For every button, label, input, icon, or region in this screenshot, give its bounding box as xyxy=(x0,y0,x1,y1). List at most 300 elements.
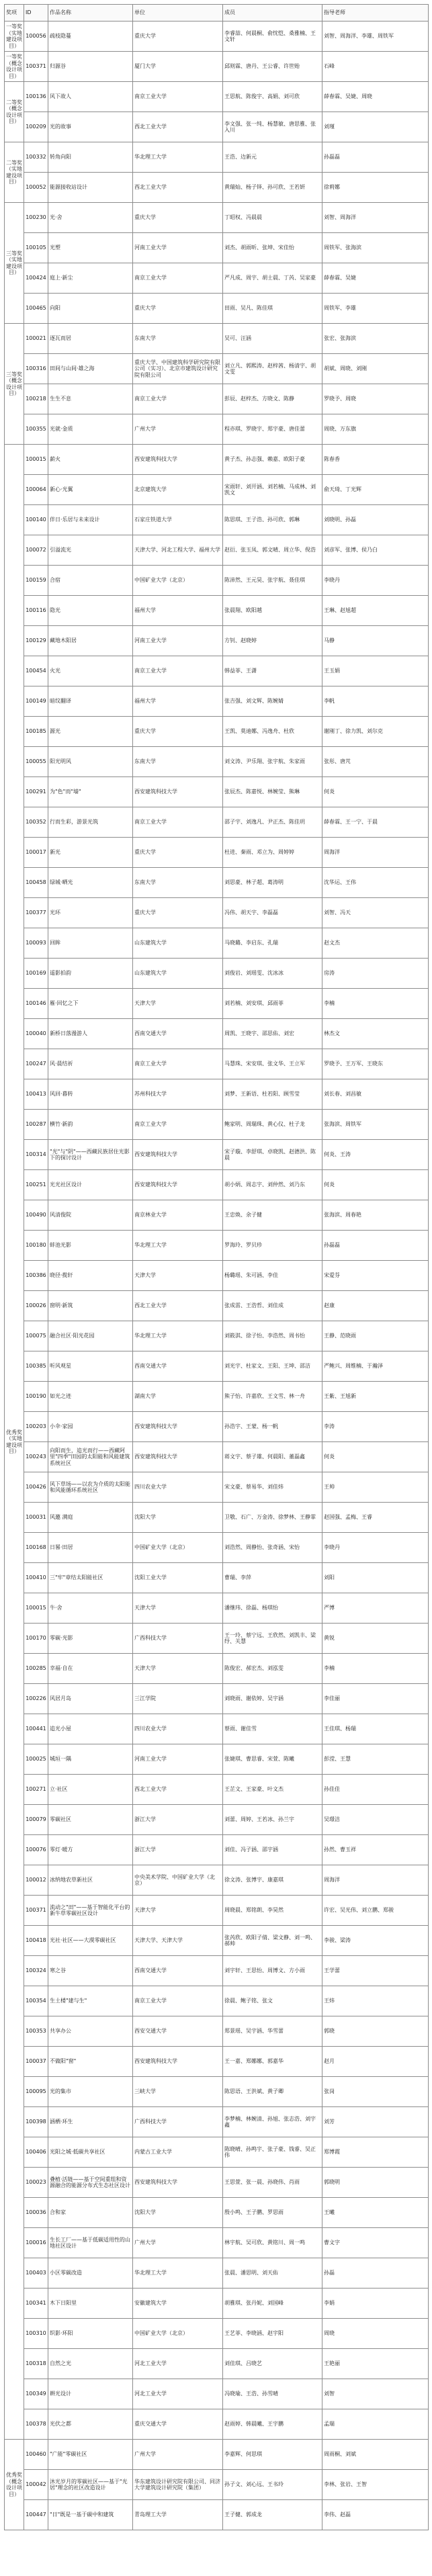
cell-id: 100287 xyxy=(24,1110,48,1140)
cell-id: 100354 xyxy=(24,1986,48,2016)
cell-unit: 中国矿业大学（北京） xyxy=(133,2319,223,2349)
header-members: 成员 xyxy=(223,5,322,21)
cell-advisors: 李晓丹 xyxy=(322,566,429,596)
cell-advisors: 孙然、曹玉祥 xyxy=(322,1835,429,1865)
cell-title: 疏枝隐蔓 xyxy=(48,21,133,52)
table-row xyxy=(5,414,429,445)
cell-title: 风下草场——以农为介质的太阳能和风能循环系统社区 xyxy=(48,1472,133,1503)
cell-members: 刘若楠、刘安琪、邱雨菲 xyxy=(223,989,322,1019)
table-row xyxy=(5,21,429,52)
table-row xyxy=(5,1503,429,1533)
cell-advisors: 严鲍兴、周维楠、于瀚泽 xyxy=(322,1351,429,1382)
cell-title: 小伞·家园 xyxy=(48,1412,133,1442)
cell-id: 100424 xyxy=(24,263,48,294)
cell-unit: 西北工业大学 xyxy=(133,112,223,142)
cell-advisors: 刘智、冯天 xyxy=(322,898,429,928)
cell-members: 周凯、王晓宇、邵思佑、刘宏 xyxy=(223,1019,322,1049)
cell-id: 100230 xyxy=(24,203,48,233)
cell-advisors: 刘芳 xyxy=(322,2107,429,2137)
cell-advisors: 李晓丹 xyxy=(322,1533,429,1563)
cell-title: 沐光岁月的零碳社区——基于"光居"理念的社区改造设计 xyxy=(48,2470,133,2500)
cell-unit: 北京建筑大学 xyxy=(133,475,223,505)
cell-title: 寒之谷 xyxy=(48,1956,133,1986)
cell-members: 张吉强、刘文辉、陈婉婧 xyxy=(223,686,322,717)
cell-unit: 南京工业大学 xyxy=(133,1049,223,1079)
cell-id: 100316 xyxy=(24,354,48,384)
cell-id: 100040 xyxy=(24,1019,48,1049)
header-award: 奖项 xyxy=(5,5,24,21)
cell-id: 100093 xyxy=(24,928,48,959)
cell-id: 100243 xyxy=(24,1442,48,1472)
cell-id: 100352 xyxy=(24,807,48,838)
cell-id: 100017 xyxy=(24,838,48,868)
cell-title: 风居月岛 xyxy=(48,1684,133,1714)
cell-title: "广能"零碳社区 xyxy=(48,2440,133,2470)
table-row xyxy=(5,2047,429,2077)
cell-unit: 中国矿业大学（北京） xyxy=(133,1533,223,1563)
cell-id: 100146 xyxy=(24,989,48,1019)
cell-unit: 山东建筑大学 xyxy=(133,928,223,959)
cell-advisors: 王佳琪、杨瑞 xyxy=(322,1714,429,1744)
cell-unit: 西南交通大学 xyxy=(133,1019,223,1049)
cell-advisors: 王学蕾 xyxy=(322,1956,429,1986)
cell-unit: 南京林业大学 xyxy=(133,1200,223,1231)
table-row xyxy=(5,928,429,959)
cell-unit: 广西科技大学 xyxy=(133,2107,223,2137)
table-row xyxy=(5,1744,429,1775)
cell-advisors: 刘瑾 xyxy=(322,112,429,142)
cell-id: 100079 xyxy=(24,1805,48,1835)
cell-unit: 四川农业大学 xyxy=(133,1472,223,1503)
table-row xyxy=(5,2379,429,2409)
cell-unit: 天津大学 xyxy=(133,1261,223,1291)
cell-id: 100190 xyxy=(24,1382,48,1412)
cell-unit: 西南交通大学 xyxy=(133,1956,223,1986)
cell-title: 遥影拍韵 xyxy=(48,959,133,989)
cell-id: 100072 xyxy=(24,535,48,566)
cell-unit: 三峡大学 xyxy=(133,2077,223,2107)
cell-advisors: 李帆 xyxy=(322,686,429,717)
cell-advisors: 何炎 xyxy=(322,777,429,807)
cell-unit: 西南交通大学 xyxy=(133,1351,223,1382)
cell-unit: 厦门大学 xyxy=(133,52,223,82)
cell-advisors: 林杰文 xyxy=(322,1019,429,1049)
cell-id: 100209 xyxy=(24,112,48,142)
cell-title: 薪火 xyxy=(48,445,133,475)
table-row xyxy=(5,384,429,414)
cell-title: "日"既是一基于碳中和建筑 xyxy=(48,2500,133,2530)
cell-members: 刘蕾、周婷、王若冰、孙兰宇 xyxy=(223,1805,322,1835)
cell-unit: 重庆大学 xyxy=(133,21,223,52)
cell-members: 蔡雨、谢佳雪 xyxy=(223,1714,322,1744)
header-title: 作品名称 xyxy=(48,5,133,21)
cell-id: 100180 xyxy=(24,1231,48,1261)
cell-unit: 重庆交通大学 xyxy=(133,2409,223,2440)
table-row xyxy=(5,656,429,686)
table-row xyxy=(5,898,429,928)
cell-id: 100064 xyxy=(24,475,48,505)
cell-title: 日晷·田居 xyxy=(48,1533,133,1563)
cell-advisors: 刘彦军、张博、侯乃白 xyxy=(322,535,429,566)
cell-members: 胡小炳、周志宇、刘仲然、刘乃东 xyxy=(223,1170,322,1200)
cell-advisors: 刘阳 xyxy=(322,1563,429,1593)
cell-id: 100042 xyxy=(24,2470,48,2500)
cell-title: 光塑 xyxy=(48,233,133,263)
cell-title: 窗明·新筑 xyxy=(48,1291,133,1321)
cell-advisors: 李涛 xyxy=(322,1412,429,1442)
table-row xyxy=(5,112,429,142)
cell-advisors: 王琳、赵旭超 xyxy=(322,596,429,626)
cell-advisors: 刘长春、刘昌敏 xyxy=(322,1079,429,1110)
cell-title: 逐瓦而居 xyxy=(48,324,133,354)
cell-advisors: 周晓、万东旗 xyxy=(322,414,429,445)
cell-id: 100291 xyxy=(24,777,48,807)
cell-title: 共享办公 xyxy=(48,2016,133,2047)
cell-members: 邵子宇、刘逸凡、尹正杰、陈佳玥 xyxy=(223,807,322,838)
header-unit: 单位 xyxy=(133,5,223,21)
cell-id: 100025 xyxy=(24,1744,48,1775)
table-row xyxy=(5,445,429,475)
cell-title: 叠植·活链——基于空间重组和资源融合的能源分布式生态社区设计 xyxy=(48,2168,133,2198)
cell-id: 100021 xyxy=(24,324,48,354)
cell-id: 100185 xyxy=(24,717,48,747)
cell-members: 刘立凡、郭熙涛、赵梓茜、杨清宇、胡文雯 xyxy=(223,354,322,384)
cell-title: 立·社区 xyxy=(48,1775,133,1805)
cell-id: 100385 xyxy=(24,1351,48,1382)
cell-advisors: 吴璟洁 xyxy=(322,1805,429,1835)
cell-advisors: 薛春霖、吴婕 xyxy=(322,263,429,294)
cell-id: 100226 xyxy=(24,1684,48,1714)
table-row xyxy=(5,2470,429,2500)
award-cell: 三等奖（概念设计项目） xyxy=(5,324,24,445)
cell-members: 马晓璐、李启东、孔瑞 xyxy=(223,928,322,959)
cell-title: 伴日·乐居与未来设计 xyxy=(48,505,133,535)
cell-id: 100458 xyxy=(24,868,48,898)
cell-advisors: 孙磊磊 xyxy=(322,142,429,173)
cell-id: 100377 xyxy=(24,898,48,928)
cell-id: 100218 xyxy=(24,384,48,414)
cell-advisors: 胡斌、周晓、刘刚 xyxy=(322,354,429,384)
cell-advisors: 周海洋 xyxy=(322,838,429,868)
cell-id: 100353 xyxy=(24,2016,48,2047)
table-row xyxy=(5,2409,429,2440)
table-row xyxy=(5,2077,429,2107)
award-cell: 三等奖（实地建设项目） xyxy=(5,203,24,324)
cell-id: 100386 xyxy=(24,1261,48,1291)
cell-title: 不做阳"窗" xyxy=(48,2047,133,2077)
table-row xyxy=(5,2228,429,2258)
table-row xyxy=(5,505,429,535)
cell-advisors: 赵国强、孟梅、王睿 xyxy=(322,1503,429,1533)
cell-title: 藏地木阳居 xyxy=(48,626,133,656)
cell-id: 100076 xyxy=(24,1835,48,1865)
cell-advisors: 孙磊 xyxy=(322,2258,429,2289)
cell-id: 100490 xyxy=(24,1200,48,1231)
cell-title: 风回·暮转 xyxy=(48,1079,133,1110)
cell-unit: 安徽建筑大学 xyxy=(133,2289,223,2319)
cell-unit: 天津大学 xyxy=(133,1593,223,1624)
cell-title: 涵栖·环生 xyxy=(48,2107,133,2137)
cell-advisors: 王艳丽 xyxy=(322,2349,429,2379)
cell-advisors: 王炜 xyxy=(322,1986,429,2016)
cell-id: 100426 xyxy=(24,1472,48,1503)
cell-members: 王一嘉、郑娜娜、郭嘉华 xyxy=(223,2047,322,2077)
table-row xyxy=(5,717,429,747)
cell-unit: 南京工业大学 xyxy=(133,384,223,414)
cell-unit: 华北理工大学 xyxy=(133,142,223,173)
table-row xyxy=(5,686,429,717)
cell-members: 李梦楠、林婉清、孙旭、张志浩、刘宇鑫 xyxy=(223,2107,322,2137)
cell-members: 王一玲、蔡宁远、王欣然、刘凯丰、梁纾、关慧 xyxy=(223,1624,322,1654)
cell-id: 100314 xyxy=(24,1140,48,1170)
cell-title: "光"与"阴"——西藏民族居住光影下的探讨设计 xyxy=(48,1140,133,1170)
cell-unit: 西安建筑科技大学 xyxy=(133,1412,223,1442)
cell-advisors: 李林、张岩、王智 xyxy=(322,2470,429,2500)
cell-advisors: 宋爱芬 xyxy=(322,1261,429,1291)
cell-advisors: 王玉娟 xyxy=(322,656,429,686)
cell-advisors: 孟瑞 xyxy=(322,2409,429,2440)
cell-members: 陈思语、王洪斌、黄子卿 xyxy=(223,2077,322,2107)
award-cell: 优秀奖（概念设计项目） xyxy=(5,2440,24,2530)
cell-id: 100149 xyxy=(24,686,48,717)
cell-members: 彭辰、赵梓杰、方晓文、陈静 xyxy=(223,384,322,414)
cell-id: 100140 xyxy=(24,505,48,535)
cell-members: 刘浩然、周静怡、张奇涵、宋怡 xyxy=(223,1533,322,1563)
cell-id: 100406 xyxy=(24,2137,48,2168)
cell-advisors: 周铁军、李雄 xyxy=(322,294,429,324)
cell-advisors: 刘智、周海洋、李雄、周铁军 xyxy=(322,21,429,52)
cell-members: 刘杰、胡雨昕、张坤、宋佳怡 xyxy=(223,233,322,263)
cell-members: 张成雷、王浩哲、刘佳成 xyxy=(223,1291,322,1321)
cell-unit: 天津大学 xyxy=(133,989,223,1019)
cell-id: 100410 xyxy=(24,1563,48,1593)
cell-title: 幸福·自在 xyxy=(48,1654,133,1684)
table-row xyxy=(5,1986,429,2016)
cell-id: 100129 xyxy=(24,626,48,656)
table-row xyxy=(5,2258,429,2289)
cell-title: 流动之"田"——基于智能化平台的新牛草零碳社区设计 xyxy=(48,1896,133,1926)
cell-id: 100056 xyxy=(24,21,48,52)
table-row xyxy=(5,2137,429,2168)
cell-id: 100095 xyxy=(24,2077,48,2107)
table-row xyxy=(5,1261,429,1291)
cell-unit: 重庆大学 xyxy=(133,294,223,324)
cell-title: 新桥日落漫游人 xyxy=(48,1019,133,1049)
cell-members: 卫敬、石广、万金涛、徐梦林、王静霏 xyxy=(223,1503,322,1533)
cell-title: 隐光 xyxy=(48,596,133,626)
cell-unit: 南京工业大学 xyxy=(133,1986,223,2016)
table-row xyxy=(5,1865,429,1896)
cell-advisors: 马静 xyxy=(322,626,429,656)
cell-advisors: 罗晓予、王万军、王晓东 xyxy=(322,1049,429,1079)
cell-unit: 内蒙古工业大学 xyxy=(133,2137,223,2168)
cell-title: 晓径·揽轩 xyxy=(48,1261,133,1291)
cell-members: 赵雨婷、韩晨曦、王宇鹏 xyxy=(223,2409,322,2440)
table-row xyxy=(5,2349,429,2379)
cell-members: 田雨、吴凡、陈佳琪 xyxy=(223,294,322,324)
cell-id: 100012 xyxy=(24,1865,48,1896)
cell-advisors: 李娟 xyxy=(322,2289,429,2319)
cell-unit: 重庆大学 xyxy=(133,898,223,928)
table-row xyxy=(5,52,429,82)
cell-id: 100036 xyxy=(24,2198,48,2228)
cell-title: 牛·舍 xyxy=(48,1593,133,1624)
cell-members: 孙浩宇、王蒙、杨一帆 xyxy=(223,1412,322,1442)
cell-id: 100310 xyxy=(24,2319,48,2349)
cell-members: 王浩、边新元 xyxy=(223,142,322,173)
cell-members: 刘文涛、尹乐翔、张宇航、朱家雨 xyxy=(223,747,322,777)
cell-unit: 天津大学、天津大学 xyxy=(133,1926,223,1956)
cell-unit: 三江学院 xyxy=(133,1684,223,1714)
cell-members: 陈思琪、王子浩、孙可欣、郭琳 xyxy=(223,505,322,535)
cell-members: 王思航、陈俊宇、高娟、刘可欣 xyxy=(223,82,322,112)
cell-id: 100031 xyxy=(24,1503,48,1533)
cell-id: 100460 xyxy=(24,2440,48,2470)
cell-title: 为"色"而"墙" xyxy=(48,777,133,807)
cell-members: 冯晓瑜、王浩、孙雪晴 xyxy=(223,2379,322,2409)
cell-unit: 南京工业大学 xyxy=(133,656,223,686)
cell-unit: 浙江大学 xyxy=(133,1805,223,1835)
table-row xyxy=(5,747,429,777)
cell-members: 张辰杰、陈嘉悦、林婉莹、熊琳 xyxy=(223,777,322,807)
cell-advisors: 沈华运、王伟 xyxy=(322,868,429,898)
cell-id: 100075 xyxy=(24,1321,48,1351)
header-row xyxy=(5,5,429,21)
cell-members: 殷小鸣、王子鹏、罗思雨 xyxy=(223,2198,322,2228)
cell-unit: 西安建筑科技大学 xyxy=(133,2047,223,2077)
cell-unit: 西安建筑科技大学 xyxy=(133,1140,223,1170)
table-row xyxy=(5,1200,429,1231)
cell-advisors: 薛春霖、吴婕、周晓 xyxy=(322,82,429,112)
table-row xyxy=(5,868,429,898)
cell-advisors: 房涛 xyxy=(322,959,429,989)
cell-unit: 河南工业大学 xyxy=(133,233,223,263)
cell-members: 刘筱淇、徐子怡、李浩然、周书怡 xyxy=(223,1321,322,1351)
cell-title: 小区零碳改造 xyxy=(48,2258,133,2289)
cell-id: 100378 xyxy=(24,2409,48,2440)
cell-title: 引溢流光 xyxy=(48,535,133,566)
cell-advisors: 郭晓 xyxy=(322,2016,429,2047)
cell-members: 王凯、莫迪娜、冯逸舟、杜欣 xyxy=(223,717,322,747)
cell-unit: 广西科技大学 xyxy=(133,1624,223,1654)
cell-members: 宋子璇、李舒琪、卓晓凯、赵德洪、陈晨 xyxy=(223,1140,322,1170)
cell-title: 新心·光翼 xyxy=(48,475,133,505)
table-row xyxy=(5,2319,429,2349)
cell-unit: 西安建筑科技大学 xyxy=(133,1442,223,1472)
cell-id: 100413 xyxy=(24,1079,48,1110)
cell-id: 100015 xyxy=(24,445,48,475)
cell-members: 鲍家明、周瑞珠、黄心仪、杜子龙 xyxy=(223,1110,322,1140)
cell-id: 100447 xyxy=(24,2500,48,2530)
table-row xyxy=(5,1079,429,1110)
cell-title: 生长工厂——基于低碳适用性的山地社区设计 xyxy=(48,2228,133,2258)
table-row xyxy=(5,354,429,384)
cell-members: 孙子文、刘心远、王书玲 xyxy=(223,2470,322,2500)
cell-id: 100251 xyxy=(24,1170,48,1200)
cell-unit: 广州大学 xyxy=(133,2440,223,2470)
table-row xyxy=(5,1291,429,1321)
cell-members: 熊子怡、许嘉欣、王文雪、林一舟 xyxy=(223,1382,322,1412)
cell-unit: 浙江大学 xyxy=(133,1835,223,1865)
cell-advisors: 曹文字 xyxy=(322,2228,429,2258)
table-row xyxy=(5,173,429,203)
cell-id: 100403 xyxy=(24,2258,48,2289)
cell-members: 丁昭权、冯晨晨 xyxy=(223,203,322,233)
cell-members: 张婕琪、曹思睿、宋萱、陈曦 xyxy=(223,1744,322,1775)
cell-id: 100332 xyxy=(24,142,48,173)
table-row xyxy=(5,294,429,324)
cell-id: 100116 xyxy=(24,596,48,626)
cell-unit: 福州大学 xyxy=(133,686,223,717)
cell-title: 零碳·光影 xyxy=(48,1624,133,1654)
cell-id: 100271 xyxy=(24,1775,48,1805)
cell-id: 100105 xyxy=(24,233,48,263)
table-row xyxy=(5,1563,429,1593)
cell-members: 陈沛然、王元昊、张宇航、聂佳琪 xyxy=(223,566,322,596)
cell-members: 罗海玲、罗贝珍 xyxy=(223,1231,322,1261)
cell-advisors: 俞天琦、丁光辉 xyxy=(322,475,429,505)
cell-title: 追光小屋 xyxy=(48,1714,133,1744)
table-row xyxy=(5,475,429,505)
cell-members: 郑景瑶、吴宇涵、华雪蕾 xyxy=(223,2016,322,2047)
cell-title: 能源接收站设计 xyxy=(48,173,133,203)
table-row xyxy=(5,324,429,354)
cell-members: 黄子杰、孙志强、赖嘉、欧阳子豪 xyxy=(223,445,322,475)
award-cell: 二等奖（概念设计项目） xyxy=(5,82,24,142)
cell-advisors: 王紫、王旭新 xyxy=(322,1382,429,1412)
cell-advisors: 周晓 xyxy=(322,2319,429,2349)
cell-members: 刘梦、王新语、杜若阳、顾雪莹 xyxy=(223,1079,322,1110)
cell-id: 100285 xyxy=(24,1654,48,1684)
cell-members: 王忠焕、余子健 xyxy=(223,1200,322,1231)
cell-title: 生土楼"建与生" xyxy=(48,1986,133,2016)
cell-advisors: 谢刚丁、徐力凯、刘尔克 xyxy=(322,717,429,747)
cell-advisors: 陈春香 xyxy=(322,445,429,475)
cell-advisors: 李楠 xyxy=(322,989,429,1019)
table-row xyxy=(5,807,429,838)
cell-unit: 福州大学 xyxy=(133,596,223,626)
cell-advisors: 孙磊磊 xyxy=(322,1231,429,1261)
cell-members: 徐晨、鲍子铭、张文 xyxy=(223,1986,322,2016)
cell-members: 张芮欣、欧阳子倩、梁文静、刘一鸣、郝帅 xyxy=(223,1926,322,1956)
cell-unit: 重庆大学 xyxy=(133,717,223,747)
cell-unit: 广州大学 xyxy=(133,2228,223,2258)
cell-unit: 南京工业大学 xyxy=(133,1110,223,1140)
cell-title: 光光社区设计 xyxy=(48,1170,133,1200)
cell-advisors: 张海滨、周春艳 xyxy=(322,1200,429,1231)
table-row xyxy=(5,838,429,868)
cell-title: 三"牢"章结太阳能社区 xyxy=(48,1563,133,1593)
cell-unit: 河北工业大学 xyxy=(133,2349,223,2379)
cell-advisors: 赵文杰 xyxy=(322,928,429,959)
header-advisors: 指导老师 xyxy=(322,5,429,21)
cell-unit: 天津大学、河北工程大学、福州大学 xyxy=(133,535,223,566)
cell-title: 合和家 xyxy=(48,2198,133,2228)
cell-members: 潘继玮、徐磊、杨琪怡 xyxy=(223,1593,322,1624)
cell-title: 光环 xyxy=(48,898,133,928)
table-row xyxy=(5,2107,429,2137)
cell-unit: 广州大学 xyxy=(133,414,223,445)
cell-id: 100026 xyxy=(24,1291,48,1321)
cell-advisors: 周海洋 xyxy=(322,1865,429,1896)
cell-id: 100324 xyxy=(24,1956,48,1986)
cell-unit: 西北工业大学 xyxy=(133,173,223,203)
cell-members: 程亦琪、罗晓宇、郑宇豪、唐佳蕾 xyxy=(223,414,322,445)
cell-title: 生生不息 xyxy=(48,384,133,414)
cell-unit: 苏州科技大学 xyxy=(133,1079,223,1110)
cell-unit: 东南大学 xyxy=(133,324,223,354)
cell-advisors: 赵月 xyxy=(322,2047,429,2077)
